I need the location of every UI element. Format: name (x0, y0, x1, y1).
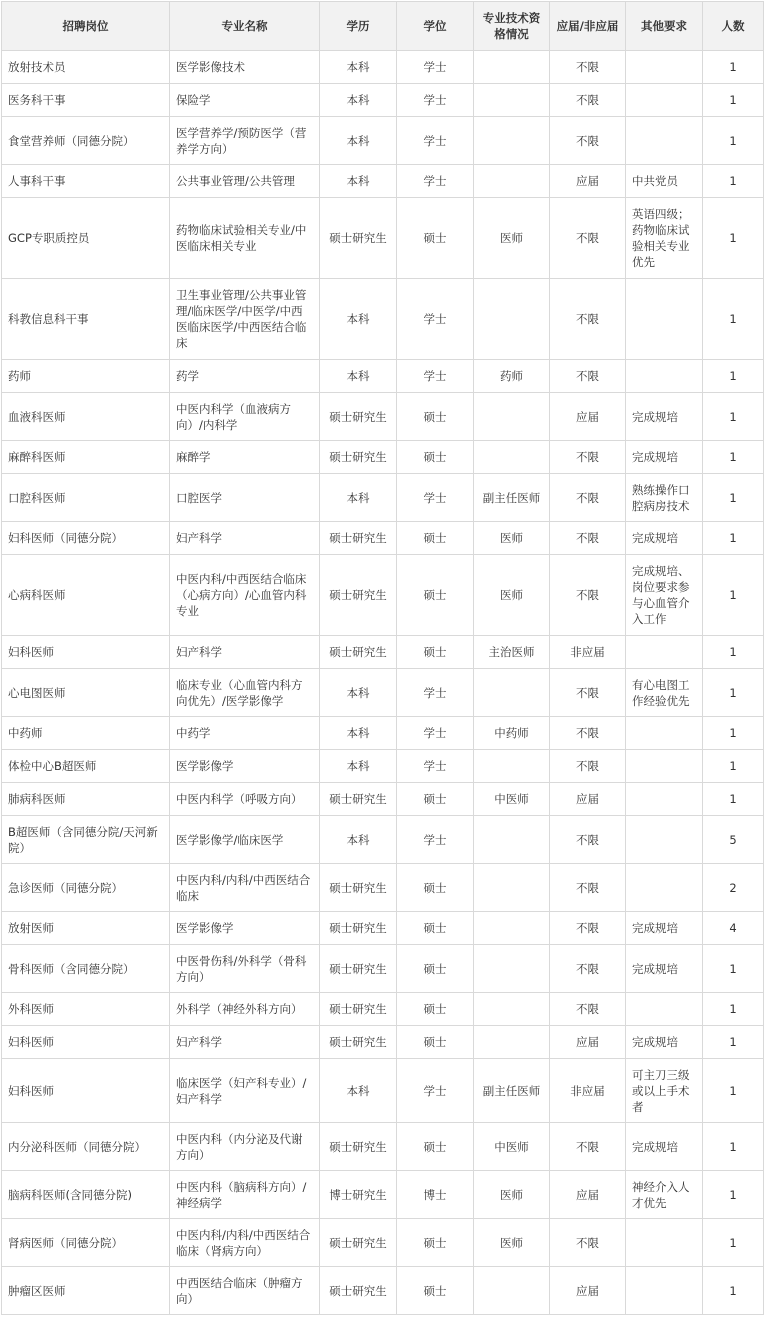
cell-fresh-graduate: 应届 (550, 1267, 626, 1315)
cell-fresh-graduate: 不限 (550, 441, 626, 474)
cell-major: 中医骨伤科/外科学（骨科方向） (170, 945, 320, 993)
header-post: 招聘岗位 (2, 2, 170, 51)
table-body (2, 51, 764, 1315)
cell-major: 医学影像技术 (170, 51, 320, 84)
table-row (2, 945, 764, 993)
cell-degree: 硕士 (397, 1219, 474, 1267)
cell-education: 硕士研究生 (320, 1219, 397, 1267)
cell-major: 中医内科学（呼吸方向） (170, 783, 320, 816)
cell-degree: 学士 (397, 717, 474, 750)
cell-fresh-graduate: 不限 (550, 669, 626, 717)
cell-post: GCP专职质控员 (2, 198, 170, 279)
table-row (2, 816, 764, 864)
cell-qualification: 中医师 (474, 783, 550, 816)
cell-degree: 硕士 (397, 636, 474, 669)
cell-degree: 硕士 (397, 1026, 474, 1059)
cell-qualification: 医师 (474, 522, 550, 555)
cell-other-requirements: 完成规培 (626, 441, 703, 474)
cell-qualification (474, 1026, 550, 1059)
cell-education: 硕士研究生 (320, 393, 397, 441)
cell-other-requirements: 完成规培 (626, 522, 703, 555)
cell-other-requirements (626, 717, 703, 750)
table-row (2, 717, 764, 750)
header-row (2, 2, 764, 51)
cell-major: 中医内科（内分泌及代谢方向） (170, 1123, 320, 1171)
cell-other-requirements: 中共党员 (626, 165, 703, 198)
cell-major: 口腔医学 (170, 474, 320, 522)
cell-fresh-graduate: 应届 (550, 1171, 626, 1219)
table-row (2, 669, 764, 717)
cell-other-requirements: 完成规培 (626, 1026, 703, 1059)
cell-other-requirements: 完成规培 (626, 945, 703, 993)
cell-other-requirements: 神经介入人才优先 (626, 1171, 703, 1219)
cell-fresh-graduate: 不限 (550, 1123, 626, 1171)
cell-fresh-graduate: 不限 (550, 279, 626, 360)
cell-count: 1 (703, 1267, 764, 1315)
cell-post: 中药师 (2, 717, 170, 750)
cell-other-requirements: 英语四级；药物临床试验相关专业优先 (626, 198, 703, 279)
cell-other-requirements: 完成规培 (626, 393, 703, 441)
cell-education: 本科 (320, 717, 397, 750)
table-row (2, 555, 764, 636)
cell-qualification: 药师 (474, 360, 550, 393)
cell-post: 骨科医师（含同德分院） (2, 945, 170, 993)
cell-other-requirements: 完成规培、岗位要求参与心血管介入工作 (626, 555, 703, 636)
cell-qualification: 医师 (474, 1219, 550, 1267)
cell-major: 中医内科（脑病科方向）/神经病学 (170, 1171, 320, 1219)
cell-education: 本科 (320, 669, 397, 717)
cell-post: 肺病科医师 (2, 783, 170, 816)
cell-fresh-graduate: 不限 (550, 816, 626, 864)
cell-degree: 硕士 (397, 864, 474, 912)
cell-count: 2 (703, 864, 764, 912)
cell-education: 硕士研究生 (320, 1267, 397, 1315)
cell-count: 1 (703, 393, 764, 441)
cell-major: 临床专业（心血管内科方向优先）/医学影像学 (170, 669, 320, 717)
cell-major: 妇产科学 (170, 636, 320, 669)
cell-fresh-graduate: 应届 (550, 1026, 626, 1059)
cell-other-requirements (626, 1219, 703, 1267)
cell-count: 1 (703, 474, 764, 522)
cell-degree: 硕士 (397, 1267, 474, 1315)
cell-education: 硕士研究生 (320, 636, 397, 669)
cell-other-requirements (626, 636, 703, 669)
cell-post: 内分泌科医师（同德分院） (2, 1123, 170, 1171)
cell-count: 1 (703, 783, 764, 816)
cell-education: 本科 (320, 1059, 397, 1123)
cell-qualification (474, 51, 550, 84)
cell-qualification (474, 993, 550, 1026)
cell-post: 血液科医师 (2, 393, 170, 441)
header-count: 人数 (703, 2, 764, 51)
cell-major: 药学 (170, 360, 320, 393)
cell-count: 1 (703, 117, 764, 165)
cell-major: 妇产科学 (170, 1026, 320, 1059)
cell-post: 脑病科医师(含同德分院) (2, 1171, 170, 1219)
cell-count: 1 (703, 1171, 764, 1219)
cell-major: 中药学 (170, 717, 320, 750)
cell-education: 硕士研究生 (320, 1123, 397, 1171)
cell-fresh-graduate: 非应届 (550, 1059, 626, 1123)
cell-other-requirements (626, 750, 703, 783)
table-row (2, 750, 764, 783)
cell-other-requirements (626, 864, 703, 912)
cell-post: B超医师（含同德分院/天河新院） (2, 816, 170, 864)
cell-post: 麻醉科医师 (2, 441, 170, 474)
table-row (2, 51, 764, 84)
cell-fresh-graduate: 非应届 (550, 636, 626, 669)
cell-count: 1 (703, 1059, 764, 1123)
table-row (2, 1219, 764, 1267)
cell-fresh-graduate: 不限 (550, 717, 626, 750)
cell-qualification (474, 669, 550, 717)
cell-post: 心病科医师 (2, 555, 170, 636)
cell-qualification (474, 864, 550, 912)
cell-degree: 学士 (397, 279, 474, 360)
cell-qualification: 医师 (474, 198, 550, 279)
cell-education: 硕士研究生 (320, 864, 397, 912)
cell-fresh-graduate: 不限 (550, 51, 626, 84)
cell-other-requirements (626, 360, 703, 393)
cell-education: 本科 (320, 279, 397, 360)
header-other-requirements: 其他要求 (626, 2, 703, 51)
table-row (2, 1123, 764, 1171)
cell-major: 医学影像学 (170, 750, 320, 783)
cell-post: 妇科医师（同德分院） (2, 522, 170, 555)
cell-other-requirements (626, 1267, 703, 1315)
cell-count: 1 (703, 717, 764, 750)
cell-qualification: 中药师 (474, 717, 550, 750)
cell-count: 1 (703, 279, 764, 360)
cell-qualification: 医师 (474, 555, 550, 636)
cell-fresh-graduate: 不限 (550, 864, 626, 912)
header-fresh-graduate: 应届/非应届 (550, 2, 626, 51)
cell-count: 1 (703, 669, 764, 717)
cell-education: 本科 (320, 84, 397, 117)
cell-fresh-graduate: 不限 (550, 198, 626, 279)
cell-count: 1 (703, 522, 764, 555)
cell-major: 医学营养学/预防医学（营养学方向） (170, 117, 320, 165)
cell-education: 硕士研究生 (320, 993, 397, 1026)
cell-fresh-graduate: 不限 (550, 1219, 626, 1267)
cell-degree: 博士 (397, 1171, 474, 1219)
table-row (2, 1026, 764, 1059)
cell-post: 人事科干事 (2, 165, 170, 198)
cell-education: 硕士研究生 (320, 945, 397, 993)
cell-qualification (474, 912, 550, 945)
cell-other-requirements (626, 783, 703, 816)
cell-count: 1 (703, 555, 764, 636)
cell-major: 临床医学（妇产科专业）/妇产科学 (170, 1059, 320, 1123)
cell-major: 外科学（神经外科方向） (170, 993, 320, 1026)
cell-post: 放射医师 (2, 912, 170, 945)
cell-fresh-graduate: 不限 (550, 84, 626, 117)
recruitment-table (1, 1, 764, 1315)
cell-post: 口腔科医师 (2, 474, 170, 522)
cell-major: 中西医结合临床（肿瘤方向） (170, 1267, 320, 1315)
cell-post: 妇科医师 (2, 1026, 170, 1059)
cell-other-requirements: 完成规培 (626, 1123, 703, 1171)
cell-fresh-graduate: 应届 (550, 165, 626, 198)
table-row (2, 1267, 764, 1315)
cell-education: 本科 (320, 474, 397, 522)
table-row (2, 84, 764, 117)
cell-count: 1 (703, 360, 764, 393)
cell-major: 公共事业管理/公共管理 (170, 165, 320, 198)
cell-count: 1 (703, 84, 764, 117)
cell-qualification (474, 816, 550, 864)
cell-degree: 学士 (397, 117, 474, 165)
cell-degree: 硕士 (397, 993, 474, 1026)
cell-degree: 学士 (397, 816, 474, 864)
table-row (2, 117, 764, 165)
cell-other-requirements: 完成规培 (626, 912, 703, 945)
cell-post: 科教信息科干事 (2, 279, 170, 360)
cell-education: 硕士研究生 (320, 555, 397, 636)
cell-post: 心电图医师 (2, 669, 170, 717)
cell-post: 急诊医师（同德分院） (2, 864, 170, 912)
cell-post: 放射技术员 (2, 51, 170, 84)
header-education: 学历 (320, 2, 397, 51)
cell-degree: 学士 (397, 669, 474, 717)
table-row (2, 522, 764, 555)
cell-major: 中医内科/内科/中西医结合临床 (170, 864, 320, 912)
cell-fresh-graduate: 应届 (550, 783, 626, 816)
cell-degree: 硕士 (397, 945, 474, 993)
table-row (2, 912, 764, 945)
cell-count: 1 (703, 750, 764, 783)
cell-qualification: 副主任医师 (474, 1059, 550, 1123)
cell-major: 卫生事业管理/公共事业管理/临床医学/中医学/中西医临床医学/中西医结合临床 (170, 279, 320, 360)
cell-other-requirements (626, 84, 703, 117)
cell-fresh-graduate: 不限 (550, 912, 626, 945)
cell-post: 体检中心B超医师 (2, 750, 170, 783)
cell-degree: 硕士 (397, 522, 474, 555)
header-qualification: 专业技术资格情况 (474, 2, 550, 51)
cell-fresh-graduate: 不限 (550, 360, 626, 393)
table-row (2, 1059, 764, 1123)
table-row (2, 360, 764, 393)
cell-post: 妇科医师 (2, 636, 170, 669)
cell-education: 硕士研究生 (320, 783, 397, 816)
cell-education: 本科 (320, 165, 397, 198)
cell-post: 医务科干事 (2, 84, 170, 117)
cell-other-requirements (626, 117, 703, 165)
cell-major: 中医内科/中西医结合临床（心病方向）/心血管内科专业 (170, 555, 320, 636)
cell-degree: 硕士 (397, 198, 474, 279)
cell-major: 医学影像学/临床医学 (170, 816, 320, 864)
cell-degree: 硕士 (397, 555, 474, 636)
cell-qualification (474, 84, 550, 117)
cell-degree: 学士 (397, 1059, 474, 1123)
table-row (2, 864, 764, 912)
table-row (2, 1171, 764, 1219)
cell-qualification (474, 117, 550, 165)
header-degree: 学位 (397, 2, 474, 51)
table-row (2, 393, 764, 441)
cell-post: 妇科医师 (2, 1059, 170, 1123)
cell-other-requirements: 可主刀三级或以上手术者 (626, 1059, 703, 1123)
cell-qualification: 中医师 (474, 1123, 550, 1171)
cell-other-requirements (626, 816, 703, 864)
cell-post: 外科医师 (2, 993, 170, 1026)
cell-major: 中医内科/内科/中西医结合临床（肾病方向） (170, 1219, 320, 1267)
cell-degree: 学士 (397, 84, 474, 117)
cell-major: 麻醉学 (170, 441, 320, 474)
cell-qualification (474, 393, 550, 441)
table-row (2, 165, 764, 198)
cell-fresh-graduate: 不限 (550, 993, 626, 1026)
cell-other-requirements: 熟练操作口腔病房技术 (626, 474, 703, 522)
cell-major: 医学影像学 (170, 912, 320, 945)
cell-post: 肿瘤区医师 (2, 1267, 170, 1315)
cell-qualification: 医师 (474, 1171, 550, 1219)
cell-fresh-graduate: 不限 (550, 474, 626, 522)
cell-fresh-graduate: 不限 (550, 555, 626, 636)
cell-major: 药物临床试验相关专业/中医临床相关专业 (170, 198, 320, 279)
cell-education: 硕士研究生 (320, 912, 397, 945)
cell-education: 本科 (320, 117, 397, 165)
cell-education: 硕士研究生 (320, 198, 397, 279)
cell-education: 硕士研究生 (320, 1026, 397, 1059)
cell-degree: 硕士 (397, 912, 474, 945)
cell-count: 1 (703, 945, 764, 993)
table-row (2, 636, 764, 669)
cell-count: 4 (703, 912, 764, 945)
cell-degree: 学士 (397, 51, 474, 84)
cell-other-requirements (626, 51, 703, 84)
cell-degree: 硕士 (397, 1123, 474, 1171)
cell-count: 1 (703, 51, 764, 84)
cell-degree: 学士 (397, 165, 474, 198)
cell-fresh-graduate: 不限 (550, 750, 626, 783)
table-row (2, 474, 764, 522)
cell-qualification (474, 1267, 550, 1315)
table-row (2, 279, 764, 360)
cell-post: 药师 (2, 360, 170, 393)
cell-post: 食堂营养师（同德分院） (2, 117, 170, 165)
cell-education: 博士研究生 (320, 1171, 397, 1219)
cell-post: 肾病医师（同德分院） (2, 1219, 170, 1267)
cell-count: 1 (703, 636, 764, 669)
cell-count: 1 (703, 441, 764, 474)
cell-degree: 学士 (397, 360, 474, 393)
cell-count: 1 (703, 165, 764, 198)
cell-count: 1 (703, 1219, 764, 1267)
cell-major: 中医内科学（血液病方向）/内科学 (170, 393, 320, 441)
cell-degree: 硕士 (397, 783, 474, 816)
table-row (2, 441, 764, 474)
cell-qualification (474, 441, 550, 474)
cell-other-requirements (626, 279, 703, 360)
cell-other-requirements: 有心电图工作经验优先 (626, 669, 703, 717)
cell-count: 1 (703, 198, 764, 279)
table-row (2, 783, 764, 816)
cell-education: 本科 (320, 51, 397, 84)
cell-education: 硕士研究生 (320, 441, 397, 474)
cell-qualification (474, 279, 550, 360)
cell-count: 1 (703, 1123, 764, 1171)
cell-major: 保险学 (170, 84, 320, 117)
header-major: 专业名称 (170, 2, 320, 51)
cell-education: 硕士研究生 (320, 522, 397, 555)
table-row (2, 993, 764, 1026)
cell-qualification: 副主任医师 (474, 474, 550, 522)
cell-count: 5 (703, 816, 764, 864)
cell-count: 1 (703, 993, 764, 1026)
cell-qualification: 主治医师 (474, 636, 550, 669)
cell-education: 本科 (320, 816, 397, 864)
cell-fresh-graduate: 不限 (550, 117, 626, 165)
cell-degree: 硕士 (397, 441, 474, 474)
cell-degree: 学士 (397, 750, 474, 783)
cell-qualification (474, 945, 550, 993)
cell-degree: 硕士 (397, 393, 474, 441)
cell-education: 本科 (320, 750, 397, 783)
cell-education: 本科 (320, 360, 397, 393)
cell-degree: 学士 (397, 474, 474, 522)
cell-other-requirements (626, 993, 703, 1026)
cell-qualification (474, 165, 550, 198)
cell-fresh-graduate: 不限 (550, 522, 626, 555)
cell-fresh-graduate: 不限 (550, 945, 626, 993)
cell-fresh-graduate: 应届 (550, 393, 626, 441)
table-row (2, 198, 764, 279)
cell-qualification (474, 750, 550, 783)
cell-major: 妇产科学 (170, 522, 320, 555)
cell-count: 1 (703, 1026, 764, 1059)
